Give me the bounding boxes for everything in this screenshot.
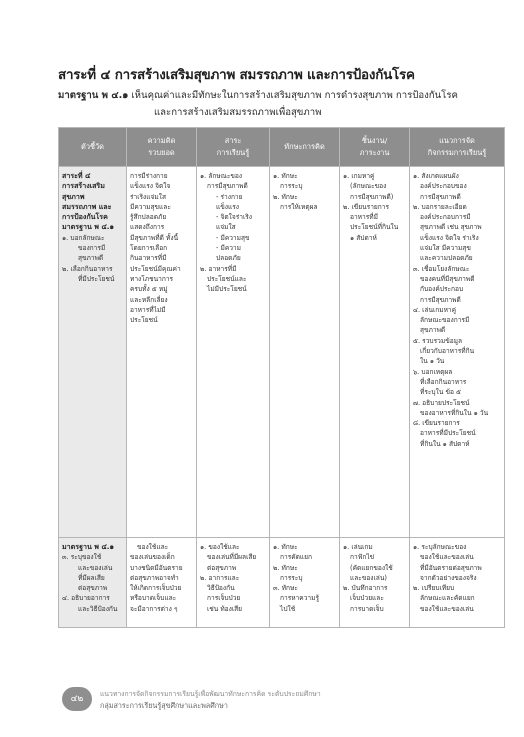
table-cell (197, 538, 270, 628)
cell-line: การระบุ (280, 182, 303, 191)
cell-line: ๑. เกมหาคู่ (343, 172, 375, 180)
strand-title: สาระที่ ๔ การสร้างเสริมสุขภาพ สมรรถภาพ และการป้องกันโรค (58, 68, 415, 83)
cell-line: จะมีอาการต่าง ๆ (130, 604, 178, 613)
table-header-row (59, 128, 505, 167)
cell-line: ที่มีประโยชน์ (78, 274, 115, 283)
cell-line: การมีร่างกาย (130, 172, 168, 180)
cell-line: มีความสุขและ (130, 202, 171, 211)
table-row (59, 167, 505, 538)
table-cell (270, 167, 340, 538)
cell-line: การมีสุขภาพดี (420, 295, 461, 304)
cell-line: ๔. เล่นเกมหาคู่ (413, 305, 457, 314)
cell-line: (คัดแยกของใช้ (350, 563, 393, 572)
table-cell (410, 167, 505, 538)
cell-line: และของเล่น (78, 563, 113, 572)
cell-line: ๑. ระบุลักษณะของ (413, 543, 467, 551)
cell-line: ๑. ทักษะ (273, 172, 298, 180)
cell-line: ต่อสุขภาพอาจทำ (130, 573, 179, 582)
cell-line: ที่กินใน ๑ สัปดาห์ (420, 439, 470, 448)
cell-line: ทางโภชนาการ (130, 274, 174, 283)
table-cell (197, 167, 270, 538)
table-cell (410, 538, 505, 628)
cell-line: สาระที่ ๔ (62, 171, 91, 180)
cell-line: ๒. ทักษะ (273, 192, 298, 201)
header-task: ชิ้นงาน/ ภาระงาน (340, 128, 410, 167)
cell-line: ไม่มีประโยชน์ (207, 285, 247, 294)
cell-line: สุขภาพ (62, 191, 85, 201)
cell-line: มาตรฐาน พ ๔.๑ (62, 222, 115, 232)
cell-line: ของเล่นของเด็ก (130, 553, 175, 562)
cell-line: ประโยชน์ (130, 316, 158, 325)
cell-line: การคัดแยก (280, 553, 313, 562)
cell-line: สุขภาพดี (78, 254, 104, 263)
cell-line: - มีความสุข (216, 233, 250, 242)
cell-line: ประโยชน์ที่กินใน (350, 223, 399, 232)
cell-line: เจ็บป่วยและ (350, 594, 384, 603)
cell-line: ๒. อาหารที่มี (200, 264, 237, 273)
cell-line: สุขภาพดี (420, 326, 446, 335)
cell-line: องค์ประกอบของ (420, 182, 467, 191)
cell-line: ที่มีผลเสีย (78, 573, 105, 582)
cell-line: ๒. ทักษะ (273, 563, 298, 572)
cell-line: การสร้างเสริม (62, 181, 105, 191)
cell-line: วิธีป้องกัน (207, 584, 235, 593)
cell-line: การมีสุขภาพดี) (350, 192, 394, 201)
cell-line: ของใช้และของเล่น (420, 553, 474, 562)
cell-line: ที่ระบุใน ข้อ ๕ (420, 388, 461, 397)
table-cell (59, 538, 127, 628)
table-cell (59, 167, 127, 538)
cell-line: จากตัวอย่างของจริง (420, 573, 477, 582)
cell-line: - จิตใจร่าเริง (216, 213, 252, 222)
cell-line: ครบทั้ง ๕ หมู่ (130, 285, 168, 294)
cell-line: ๖. บอกเหตุผล (413, 367, 453, 376)
cell-line: ลักษณะของการมี (420, 316, 470, 325)
cell-line: ปลอดภัย (216, 254, 241, 263)
standard-code: มาตรฐาน พ ๔.๑ (58, 90, 129, 101)
cell-line: ๑. เล่นเกม (343, 543, 373, 551)
cell-line: - มีความ (216, 244, 241, 253)
cell-line: แจ่มใส มีความสุข (420, 244, 471, 253)
cell-line: การมีสุขภาพดี (420, 192, 461, 201)
cell-line: การบาดเจ็บ (350, 604, 384, 613)
cell-line: ของใช้และ (137, 543, 169, 551)
table-cell (340, 538, 410, 628)
cell-line: ประโยชน์มีคุณค่า (130, 264, 181, 273)
cell-line: ไปใช้ (280, 604, 296, 613)
cell-line: ต่อสุขภาพ (78, 584, 108, 593)
cell-line: อาหารที่ไม่มี (130, 305, 166, 314)
header-content: สาระ การเรียนรู้ (197, 128, 270, 167)
footer-book-title: แนวทางการจัดกิจกรรมการเรียนรู้เพื่อพัฒนาทักษะการคิด ระดับประถมศึกษา (100, 690, 321, 698)
cell-line: แสดงถึงการ (130, 223, 165, 232)
table-cell (270, 538, 340, 628)
cell-line: ประโยชน์และ (207, 274, 247, 283)
cell-line: ๓. ทักษะ (273, 584, 298, 593)
cell-line: การป้องกันโรค (62, 212, 108, 222)
cell-line: ที่เลือกกินอาหาร (420, 377, 467, 386)
cell-line: ของการมี (78, 244, 106, 253)
cell-line: มีสุขภาพที่ดี ทั้งนี้ (130, 233, 179, 242)
cell-line: องค์ประกอบการมี (420, 213, 471, 222)
cell-line: อาหารที่มีประโยชน์ (420, 429, 476, 438)
cell-line: ๒. บอกรายละเอียด (413, 202, 467, 211)
cell-line: ๒. เลือกกินอาหาร (62, 264, 113, 273)
cell-line: ของคนที่มีสุขภาพดี (420, 274, 475, 283)
cell-line: ๑. บอกลักษณะ (62, 233, 105, 242)
cell-line: การระบุ (280, 573, 303, 582)
cell-line: ๒. อาการและ (200, 573, 240, 582)
cell-line: โดยการเลือก (130, 244, 168, 253)
cell-line: ของอาหารที่กินใน ๑ วัน (420, 408, 489, 417)
cell-line: ๓. ระบุของใช้ (62, 553, 102, 562)
cell-line: แข็งแรง จิตใจ (130, 182, 171, 191)
cell-line: ลักษณะและคัดแยก (420, 594, 475, 603)
cell-line: สมรรถภาพ และ (62, 201, 112, 211)
cell-line: แข็งแรง จิตใจ ร่าเริง (420, 233, 479, 242)
header-indicator: ตัวชี้วัด (59, 128, 127, 167)
cell-line: ๓. เชื่อมโยงลักษณะ (413, 264, 470, 273)
cell-line: แข็งแรง (216, 202, 239, 211)
cell-line: ร่าเริงแจ่มใส (130, 192, 166, 201)
cell-line: ๑. สังเกตแผนผัง (413, 172, 459, 180)
cell-line: ๒. เปรียบเทียบ (413, 584, 455, 593)
standard-text-line2: และการสร้างเสริมสมรรถภาพเพื่อสุขภาพ (154, 107, 322, 118)
standard-text-line1: เห็นคุณค่าและมีทักษะในการสร้างเสริมสุขภาพ การดำรงสุขภาพ การป้องกันโรค (131, 90, 458, 101)
cell-line: ๘. เขียนรายการ (413, 419, 460, 428)
cell-line: ที่มีอันตรายต่อสุขภาพ (420, 563, 482, 572)
cell-line: ให้เกิดการเจ็บป่วย (130, 584, 182, 593)
curriculum-table (58, 127, 505, 628)
cell-line: ใน ๑ วัน (420, 357, 445, 366)
cell-line: ๕. รวบรวมข้อมูล (413, 336, 463, 345)
cell-line: หรือบาดเจ็บและ (130, 594, 177, 603)
cell-line: ๑. ลักษณะของ (200, 172, 243, 180)
header-thinking-skill: ทักษะการคิด (270, 128, 340, 167)
cell-line: แจ่มใส (216, 223, 236, 232)
cell-line: และความปลอดภัย (420, 254, 473, 263)
header-concept: ความคิด รวบยอด (127, 128, 197, 167)
cell-line: สุขภาพดี เช่น สุขภาพ (420, 223, 482, 232)
cell-line: ของใช้และของเล่น (420, 604, 474, 613)
cell-line: ๑ สัปดาห์ (350, 233, 377, 242)
cell-line: กินอาหารที่มี (130, 254, 167, 263)
cell-line: การให้เหตุผล (280, 202, 318, 211)
cell-line: มาตรฐาน พ ๔.๑ (62, 542, 115, 551)
cell-line: ต่อสุขภาพ (207, 563, 237, 572)
cell-line: ๑. ทักษะ (273, 543, 298, 551)
cell-line: เกี่ยวกับอาหารที่กิน (420, 347, 475, 356)
cell-line: (ลักษณะของ (350, 182, 387, 191)
cell-line: อาหารที่มี (350, 213, 378, 222)
header-activity: แนวการจัด กิจกรรมการเรียนรู้ (410, 128, 505, 167)
cell-line: ๒. บันทึกอาการ (343, 584, 388, 593)
cell-line: ของเล่นที่มีผลเสีย (207, 553, 257, 562)
cell-line: รู้สึกปลอดภัย (130, 213, 167, 222)
cell-line: เช่น ท้องเสีย (207, 604, 243, 613)
cell-line: การมีสุขภาพดี (207, 182, 248, 191)
cell-line: และวิธีป้องกัน (78, 604, 118, 613)
cell-line: บางชนิดมีอันตราย (130, 563, 183, 572)
table-cell (340, 167, 410, 538)
cell-line: - ร่างกาย (216, 192, 243, 201)
table-row (59, 538, 505, 628)
table-cell (127, 538, 197, 628)
cell-line: ๔. อธิบายอาการ (62, 594, 110, 603)
standard-heading (58, 87, 498, 121)
cell-line: กาฟักไข่ (350, 553, 375, 562)
cell-line: การเจ็บป่วย (207, 594, 241, 603)
cell-line: กับองค์ประกอบ (420, 285, 464, 294)
cell-line: ๗. อธิบายประโยชน์ (413, 398, 470, 407)
footer-subject: กลุ่มสาระการเรียนรู้สุขศึกษาและพลศึกษา (100, 701, 228, 710)
cell-line: ๒. เขียนรายการ (343, 202, 390, 211)
table-cell (127, 167, 197, 538)
page-number: ๔๒ (62, 687, 92, 711)
cell-line: การหาความรู้ (280, 594, 319, 603)
cell-line: ๑. ของใช้และ (200, 543, 240, 551)
cell-line: และหลีกเลี่ยง (130, 295, 168, 304)
cell-line: และของเล่น) (350, 573, 387, 582)
